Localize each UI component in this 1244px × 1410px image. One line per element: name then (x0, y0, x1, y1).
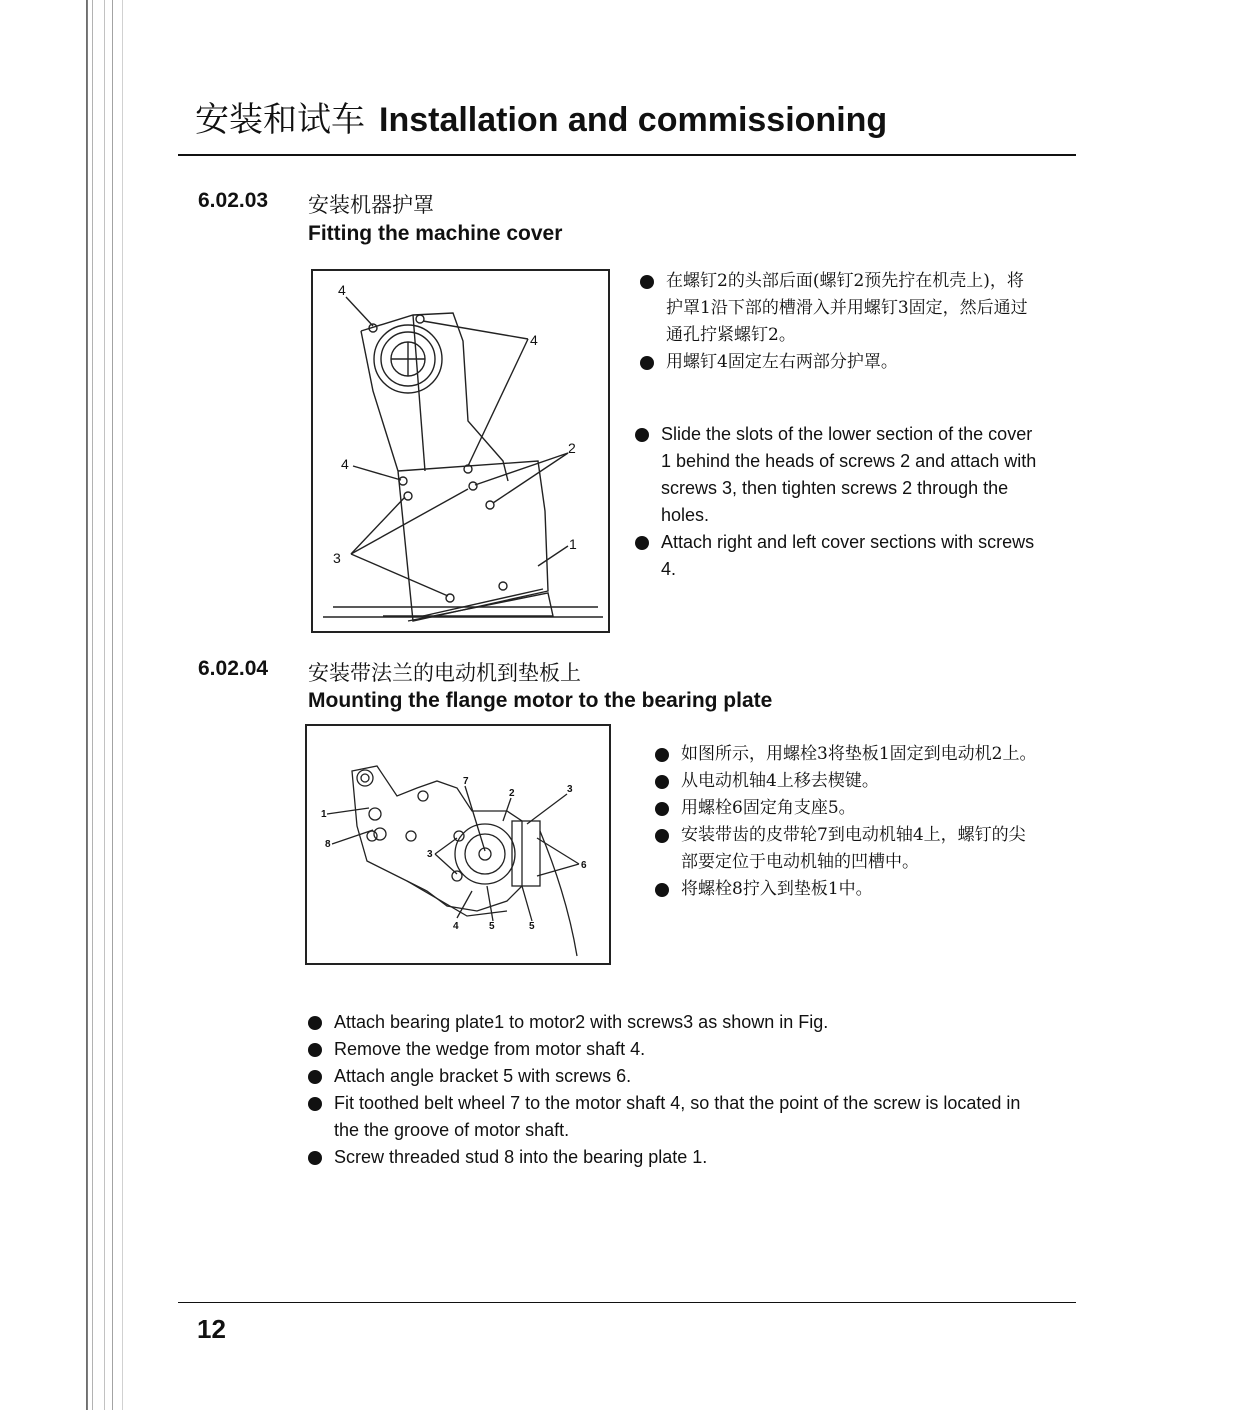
figure-label: 2 (509, 788, 515, 799)
list-item: 用螺栓6固定角支座5。 (655, 795, 1040, 822)
list-item: Remove the wedge from motor shaft 4. (308, 1036, 1033, 1063)
list-item: Attach bearing plate1 to motor2 with screws3 as shown in Fig. (308, 1009, 1033, 1036)
figure-label: 3 (567, 784, 573, 795)
figure-label: 5 (489, 921, 495, 932)
figure-label: 5 (529, 921, 535, 932)
list-item: 如图所示，用螺栓3将垫板1固定到电动机2上。 (655, 741, 1040, 768)
list-item: 在螺钉2的头部后面(螺钉2预先拧在机壳上)，将护罩1沿下部的槽滑入并用螺钉3固定，然后通过通孔拧紧螺钉2。 (640, 268, 1035, 349)
scan-binding-edge (0, 0, 130, 1410)
section-2-zh-list (655, 741, 1040, 903)
section-title-en: Fitting the machine cover (308, 222, 563, 245)
machine-cover-figure (311, 269, 610, 633)
figure-label: 4 (338, 282, 346, 298)
page-title-zh: 安装和试车 (195, 100, 365, 140)
figure-label: 2 (568, 440, 576, 456)
header-rule (178, 154, 1076, 156)
section-1-en-list (635, 421, 1045, 583)
page-number: 12 (197, 1314, 226, 1344)
figure-label: 4 (453, 921, 459, 932)
figure-label: 1 (321, 809, 327, 820)
figure-label: 8 (325, 839, 331, 850)
list-item: Attach angle bracket 5 with screws 6. (308, 1063, 1033, 1090)
flange-motor-figure (305, 724, 611, 965)
list-item: 用螺钉4固定左右两部分护罩。 (640, 349, 1035, 376)
list-item: 从电动机轴4上移去楔键。 (655, 768, 1040, 795)
flange-motor-drawing (307, 726, 609, 963)
list-item: 将螺栓8拧入到垫板1中。 (655, 876, 1040, 903)
section-title-zh: 安装带法兰的电动机到垫板上 (308, 661, 581, 685)
section-1-zh-list (640, 268, 1035, 376)
figure-label: 6 (581, 860, 587, 871)
figure-label: 4 (530, 332, 538, 348)
list-item: Attach right and left cover sections with screws 4. (635, 529, 1045, 583)
section-number: 6.02.03 (198, 189, 269, 212)
list-item: Slide the slots of the lower section of the cover 1 behind the heads of screws 2 and attach with screws 3, then tighten screws 2 through the holes. (635, 421, 1045, 529)
figure-label: 4 (341, 456, 349, 472)
section-title-zh: 安装机器护罩 (308, 193, 434, 217)
list-item: Fit toothed belt wheel 7 to the motor shaft 4, so that the point of the screw is located in the the groove of motor shaft. (308, 1090, 1033, 1144)
machine-cover-drawing (313, 271, 608, 631)
section-title-en: Mounting the flange motor to the bearing plate (308, 689, 773, 712)
figure-label: 1 (569, 536, 577, 552)
list-item: 安装带齿的皮带轮7到电动机轴4上，螺钉的尖部要定位于电动机轴的凹槽中。 (655, 822, 1040, 876)
page-title-en: Installation and commissioning (379, 101, 888, 139)
section-2-en-list (308, 1009, 1033, 1171)
figure-label: 3 (427, 849, 433, 860)
figure-label: 3 (333, 550, 341, 566)
page-title (195, 92, 887, 141)
list-item: Screw threaded stud 8 into the bearing plate 1. (308, 1144, 1033, 1171)
figure-label: 7 (463, 776, 469, 787)
footer-rule (178, 1302, 1076, 1303)
section-number: 6.02.04 (198, 657, 269, 680)
